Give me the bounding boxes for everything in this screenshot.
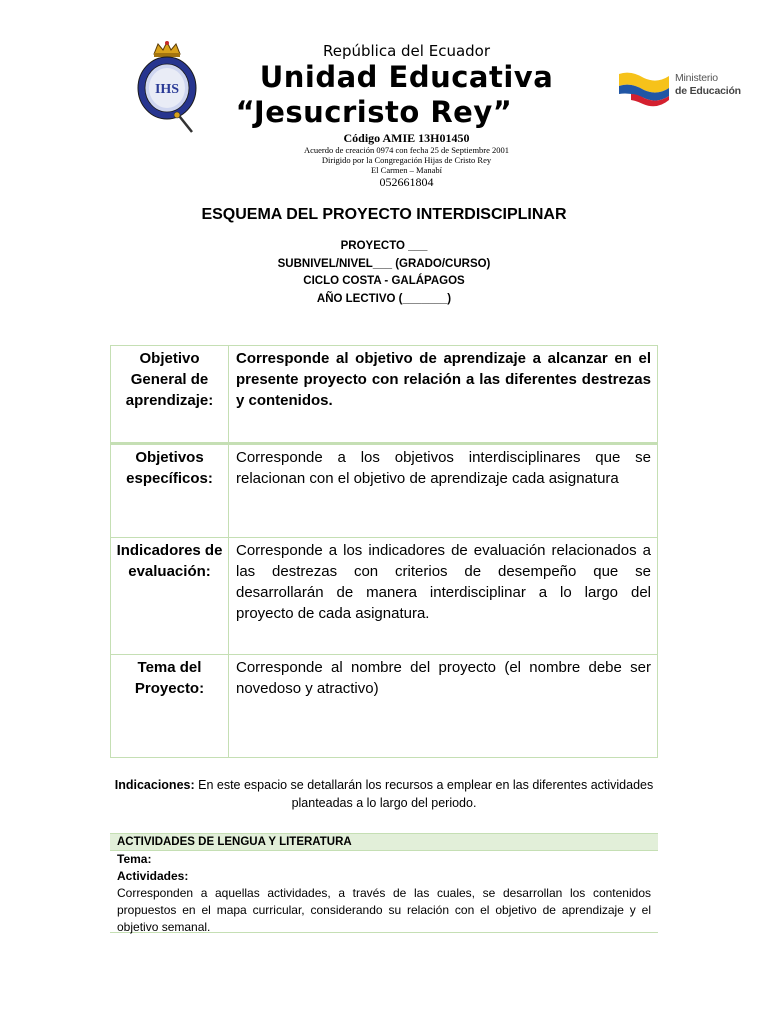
theme-label: Tema: (117, 852, 152, 866)
indications-label: Indicaciones: (114, 778, 195, 792)
school-year-field: AÑO LECTIVO (_______) (316, 293, 452, 305)
ministry-line1: Ministerio (675, 72, 718, 84)
location: El Carmen – Manabí (370, 165, 443, 175)
row-label: Objetivo General de aprendizaje: (111, 346, 229, 442)
activities-header: ACTIVIDADES DE LENGUA Y LITERATURA (110, 833, 658, 851)
ministry-logo (617, 70, 742, 110)
level-field: SUBNIVEL/NIVEL___ (GRADO/CURSO) (277, 258, 491, 270)
creation-agreement: Acuerdo de creación 0974 con fecha 25 de Septiembre 2001 (303, 145, 510, 155)
row-text: Corresponde al nombre del proyecto (el nombre debe ser novedoso y atractivo) (236, 659, 651, 697)
ministry-line2: de Educación (675, 85, 741, 97)
indications-paragraph (108, 776, 660, 812)
activities-body (110, 851, 658, 933)
row-label: Indicadores de evaluación: (111, 538, 229, 654)
cycle-field: CICLO COSTA - GALÁPAGOS (303, 275, 465, 287)
row-label: Objetivos específicos: (111, 445, 229, 537)
row-text: Corresponde a los objetivos interdisciplinares que se relacionan con el objetivo de aprendizaje cada asignatura (236, 449, 651, 487)
directed-by: Dirigido por la Congregación Hijas de Cristo Rey (321, 155, 492, 165)
ministry-flag-icon (617, 70, 671, 110)
school-name-line2: “Jesucristo Rey” (235, 95, 513, 129)
amie-code: Código AMIE 13H01450 (343, 131, 470, 145)
indications-text: En este espacio se detallarán los recursos a emplear en las diferentes actividades planteadas a lo largo del periodo. (194, 778, 654, 810)
row-text: Corresponde a los indicadores de evaluación relacionados a las destrezas con criterios de desempeño que se desarrollarán de manera interdisciplinar a lo largo del proyecto de cada asignatura. (236, 542, 651, 622)
row-label: Tema del Proyecto: (111, 655, 229, 757)
project-field: PROYECTO ___ (340, 240, 428, 252)
table-row (110, 345, 658, 443)
table-row (110, 654, 658, 758)
row-text: Corresponde al objetivo de aprendizaje a alcanzar en el presente proyecto con relación a las diferentes destrezas y contenidos. (236, 350, 651, 409)
republic-heading: República del Ecuador (322, 42, 491, 60)
school-name-line1: Unidad Educativa (259, 60, 554, 94)
phone-number: 052661804 (379, 175, 434, 189)
activities-label: Actividades: (117, 869, 189, 883)
activities-description: Corresponden a aquellas actividades, a través de las cuales, se desarrollan los contenidos propuestos en el mapa curricular, considerando su relación con el objetivo de aprendizaje y el objetivo semanal. (117, 886, 651, 934)
crest-letters: IHS (154, 82, 180, 97)
document-title: ESQUEMA DEL PROYECTO INTERDISCIPLINAR (201, 206, 567, 223)
table-row (110, 443, 658, 538)
table-row (110, 537, 658, 655)
